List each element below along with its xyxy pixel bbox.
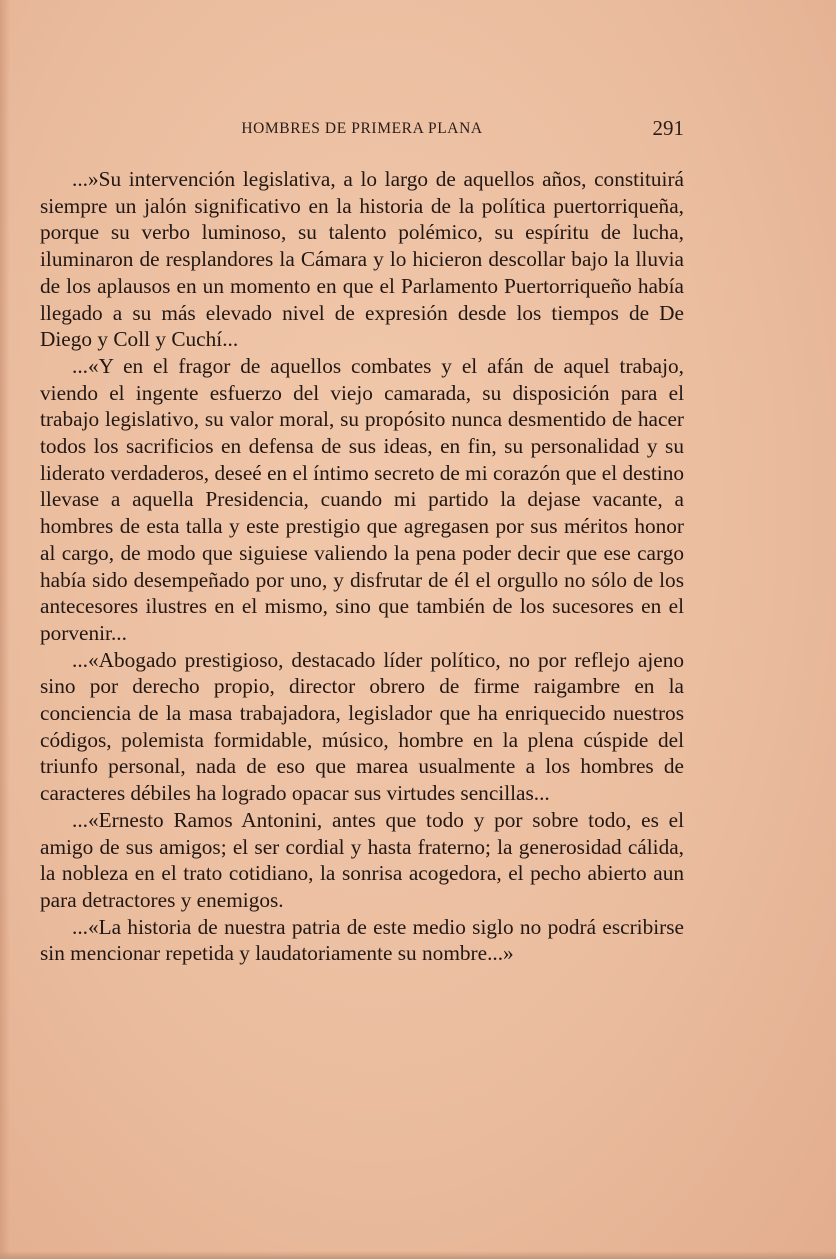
paragraph: ...«La historia de nuestra patria de este medio siglo no podrá escribirse sin mencionar repetida y laudatoriamente su nombre...» [40,914,684,966]
body-text [40,166,684,967]
running-title: HOMBRES DE PRIMERA PLANA [241,120,483,137]
page-left-edge-shadow [0,0,10,1259]
paragraph: ...«Ernesto Ramos Antonini, antes que todo y por sobre todo, es el amigo de sus amigos; el ser cordial y hasta fraterno; la generosidad cálida, la nobleza en el trato cotidiano, la sonrisa acogedora, el pecho abierto aun para detractores y enemigos. [40,807,684,912]
page-number: 291 [652,116,684,140]
paragraph: ...«Y en el fragor de aquellos combates y el afán de aquel trabajo, viendo el ingente esfuerzo del viejo camarada, su disposición para el trabajo legislativo, su valor moral, su propósito nunca desmentido de hacer todos los sacrificios en defensa de sus ideas, en fin, su personalidad y su liderato verdaderos, deseé en el íntimo secreto de mi corazón que el destino llevase a aquella Presidencia, cuando mi partido la dejase vacante, a hombres de esta talla y este prestigio que agregasen por sus méritos honor al cargo, de modo que siguiese valiendo la pena poder decir que ese cargo había sido desempeñado por uno, y disfrutar de él el orgullo no sólo de los antecesores ilustres en el mismo, sino que también de los sucesores en el porvenir... [40,353,684,645]
page-header [40,116,684,140]
paragraph: ...«Abogado prestigioso, destacado líder político, no por reflejo ajeno sino por derecho propio, director obrero de firme raigambre en la conciencia de la masa trabajadora, legislador que ha enriquecido nuestros códigos, polemista formidable, músico, hombre en la plena cúspide del triunfo personal, nada de eso que marea usualmente a los hombres de caracteres débiles ha logrado opacar sus virtudes sencillas... [40,647,684,806]
page-bottom-edge-shadow [0,1251,836,1259]
paragraph: ...»Su intervención legislativa, a lo largo de aquellos años, constituirá siempre un jalón significativo en la historia de la política puertorriqueña, porque su verbo luminoso, su talento polémico, su espíritu de lucha, iluminaron de resplandores la Cámara y lo hicieron descollar bajo la lluvia de los aplausos en un momento en que el Parlamento Puertorriqueño había llegado a su más elevado nivel de expresión desde los tiempos de De Diego y Coll y Cuchí... [40,167,684,352]
